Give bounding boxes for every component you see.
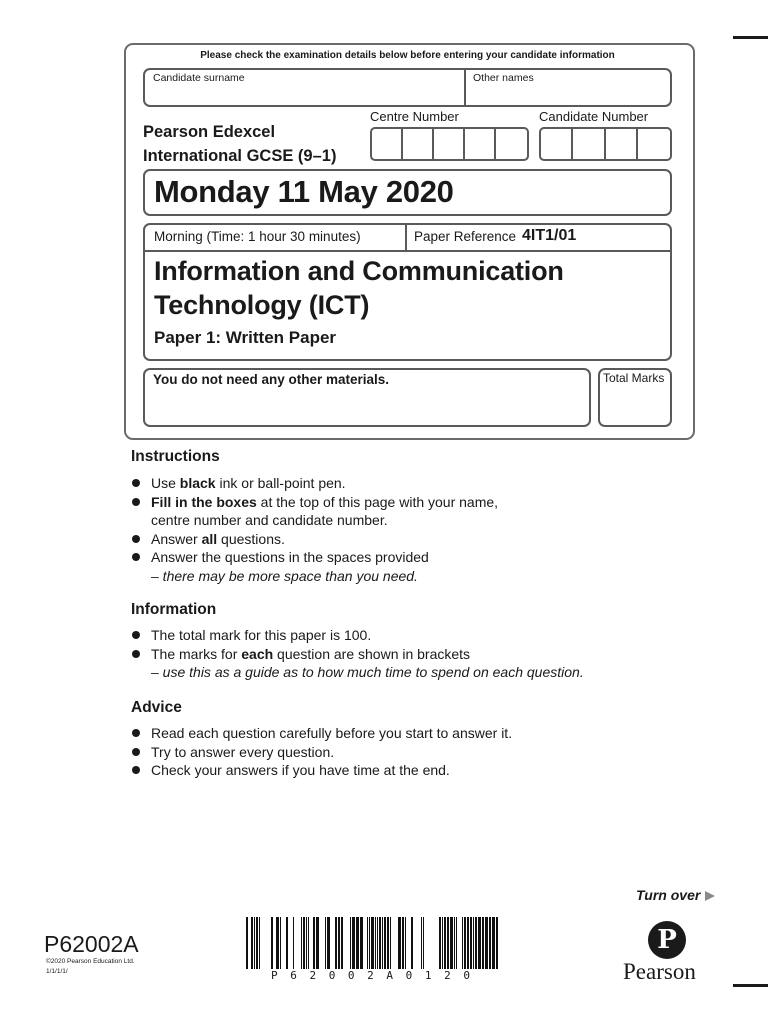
list-item: Fill in the boxes at the top of this page with your name, centre number and candidate number. [132,493,498,530]
centre-number-boxes[interactable] [370,127,529,161]
candidate-number-boxes[interactable] [539,127,672,161]
exam-board: Pearson Edexcel [143,123,276,141]
list-item: The marks for each question are shown in brackets – use this as a guide as to how much time to spend on each question. [132,645,584,682]
advice-heading: Advice [131,699,182,716]
candidate-surname-field[interactable]: Candidate surname [153,72,245,84]
materials-note: You do not need any other materials. [153,372,390,387]
pearson-logo-text: Pearson [623,959,696,984]
bullet-icon [132,766,140,774]
pearson-logo-letter: P [657,925,677,955]
name-box-divider [464,68,466,107]
instructions-heading: Instructions [131,448,220,465]
print-code: 1/1/1/1/ [46,968,68,975]
paper-reference-label: Paper Reference [414,229,517,244]
digit-box[interactable] [465,129,496,159]
copyright-text: ©2020 Pearson Education Ltd. [46,958,135,965]
play-arrow-icon [705,891,715,901]
list-item: Use black ink or ball-point pen. [132,474,498,493]
list-item: The total mark for this paper is 100. [132,626,584,645]
advice-list [132,724,512,780]
information-heading: Information [131,601,217,618]
subject-title-line2: Technology (ICT) [154,290,370,320]
paper-code: P62002A [44,931,139,957]
barcode-image [244,917,500,969]
bullet-icon [132,650,140,658]
paper-title: Paper 1: Written Paper [154,328,337,347]
total-marks-label: Total Marks [603,371,665,385]
bullet-icon [132,631,140,639]
bullet-icon [132,729,140,737]
exam-date: Monday 11 May 2020 [154,174,454,209]
bullet-icon [132,748,140,756]
barcode-text: P 6 2 0 0 2 A 0 1 2 0 [270,969,474,982]
corner-mark-bottom [733,984,768,987]
session-divider-h [143,250,672,252]
centre-number-label: Centre Number [370,109,459,124]
turn-over-label: Turn over [636,887,701,903]
list-item: Read each question carefully before you start to answer it. [132,724,512,743]
corner-mark-top [733,36,768,39]
digit-box[interactable] [434,129,465,159]
digit-box[interactable] [573,129,605,159]
session-divider-v [405,223,407,251]
bullet-icon [132,479,140,487]
candidate-number-label: Candidate Number [539,109,649,124]
bullet-icon [132,535,140,543]
instructions-list [132,474,498,585]
digit-box[interactable] [496,129,527,159]
bullet-icon [132,498,140,506]
exam-details-notice: Please check the examination details below before entering your candidate information [200,50,615,61]
list-item: Answer all questions. [132,530,498,549]
information-list [132,626,584,682]
bullet-icon [132,553,140,561]
paper-reference: 4IT1/01 [522,227,577,244]
qualification: International GCSE (9–1) [143,147,337,165]
other-names-field[interactable]: Other names [473,72,534,84]
list-item: Answer the questions in the spaces provided – there may be more space than you need. [132,548,498,585]
digit-box[interactable] [606,129,638,159]
list-item: Try to answer every question. [132,743,512,762]
digit-box[interactable] [541,129,573,159]
list-item: Check your answers if you have time at the end. [132,761,512,780]
digit-box[interactable] [403,129,434,159]
subject-title-line1: Information and Communication [154,256,564,286]
session-time: Morning (Time: 1 hour 30 minutes) [154,229,361,244]
digit-box[interactable] [372,129,403,159]
digit-box[interactable] [638,129,670,159]
